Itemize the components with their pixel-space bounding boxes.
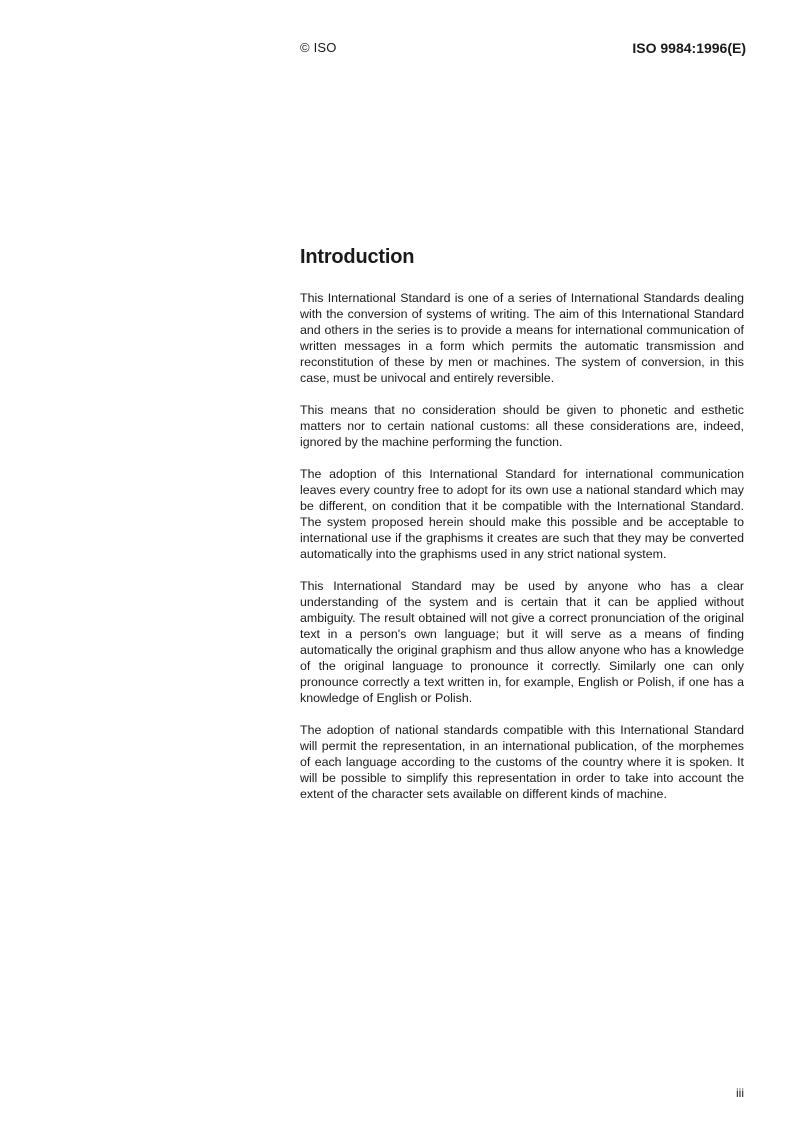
paragraph-2: This means that no consideration should be given to phonetic and esthetic matters nor to certain national customs: all these considerations are, indeed, ignored by the machine performing the function. [300, 403, 744, 449]
introduction-body [300, 290, 744, 818]
paragraph-5: The adoption of national standards compatible with this International Standard will permit the representation, in an international publication, of the morphemes of each language according to the customs of the country where it is spoken. It will be possible to simplify this representation in order to take into account the extent of the character sets available on different kinds of machine. [300, 723, 744, 801]
paragraph-4: This International Standard may be used by anyone who has a clear understanding of the system and is certain that it can be applied without ambiguity. The result obtained will not give a correct pronunciation of the original text in a person's own language; but it will serve as a means of finding automatically the original graphism and thus allow anyone who has a knowledge of the original language to pronounce it correctly. Similarly one can only pronounce correctly a text written in, for example, English or Polish, if one has a knowledge of English or Polish. [300, 579, 744, 705]
paragraph-3: The adoption of this International Standard for international communication leaves every country free to adopt for its own use a national standard which may be different, on condition that it be compatible with the International Standard. The system proposed herein should make this possible and be acceptable to international use if the graphisms it creates are such that they may be converted automatically into the graphisms used in any strict national system. [300, 467, 744, 561]
document-id-header: ISO 9984:1996(E) [632, 40, 746, 56]
page-number: iii [736, 1086, 744, 1100]
copyright-header: © ISO [300, 40, 337, 55]
paragraph-1: This International Standard is one of a series of International Standards dealing with the conversion of systems of writing. The aim of this International Standard and others in the series is to provide a means for international communication of written messages in a form which permits the automatic transmission and reconstitution of these by men or machines. The system of conversion, in this case, must be univocal and entirely reversible. [300, 291, 744, 385]
page-title: Introduction [300, 246, 415, 268]
